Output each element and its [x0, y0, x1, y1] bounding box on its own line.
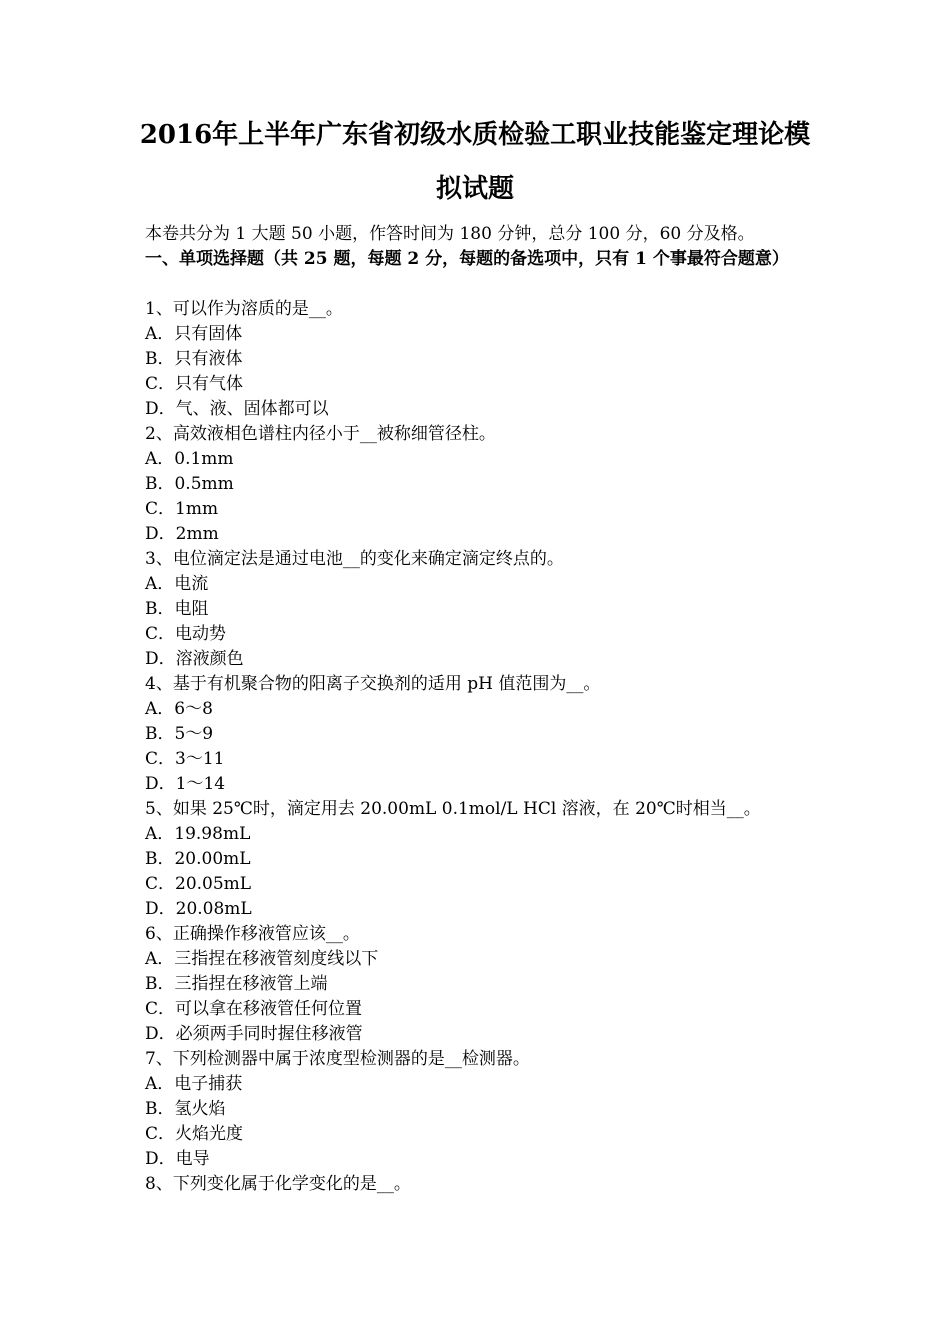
option-a: A．电子捕获	[145, 1074, 243, 1094]
option-b: B．0.5mm	[145, 474, 234, 494]
question-stem: 3、电位滴定法是通过电池__的变化来确定滴定终点的。	[145, 549, 564, 569]
option-d: D．电导	[145, 1149, 210, 1169]
question-stem: 8、下列变化属于化学变化的是__。	[145, 1174, 411, 1194]
question-stem: 5、如果 25℃时，滴定用去 20.00mL 0.1mol/L HCl 溶液，在 20℃时相当__。	[145, 799, 761, 819]
option-d: D．20.08mL	[145, 899, 252, 919]
question-3	[145, 547, 815, 672]
option-b: B．三指捏在移液管上端	[145, 974, 328, 994]
question-stem: 1、可以作为溶质的是__。	[145, 299, 343, 319]
option-a: A．19.98mL	[145, 824, 251, 844]
question-stem: 6、正确操作移液管应该__。	[145, 924, 360, 944]
question-5	[145, 797, 815, 922]
document-title-line-1: 2016年上半年广东省初级水质检验工职业技能鉴定理论模	[139, 120, 811, 150]
exam-intro: 本卷共分为 1 大题 50 小题，作答时间为 180 分钟，总分 100 分，60 分及格。	[145, 224, 755, 244]
option-c: C．3～11	[145, 749, 225, 769]
document-title-line-2: 拟试题	[435, 174, 514, 204]
option-b: B．只有液体	[145, 349, 243, 369]
option-c: C．电动势	[145, 624, 227, 644]
option-d: D．2mm	[145, 524, 219, 544]
document-body	[145, 222, 815, 1197]
question-1	[145, 297, 815, 422]
option-c: C．可以拿在移液管任何位置	[145, 999, 363, 1019]
question-7	[145, 1047, 815, 1172]
option-d: D．1～14	[145, 774, 226, 794]
option-c: C．火焰光度	[145, 1124, 244, 1144]
question-4	[145, 672, 815, 797]
option-d: D．溶液颜色	[145, 649, 244, 669]
question-stem: 7、下列检测器中属于浓度型检测器的是__检测器。	[145, 1049, 530, 1069]
option-c: C．20.05mL	[145, 874, 252, 894]
question-6	[145, 922, 815, 1047]
option-c: C．只有气体	[145, 374, 244, 394]
option-b: B．20.00mL	[145, 849, 251, 869]
option-d: D．气、液、固体都可以	[145, 399, 329, 419]
option-a: A．6～8	[145, 699, 213, 719]
question-stem: 4、基于有机聚合物的阳离子交换剂的适用 pH 值范围为__。	[145, 674, 601, 694]
question-stem: 2、高效液相色谱柱内径小于__被称细管径柱。	[145, 424, 496, 444]
option-b: B．5～9	[145, 724, 214, 744]
option-a: A．三指捏在移液管刻度线以下	[145, 949, 379, 969]
section-heading: 一、单项选择题（共 25 题，每题 2 分，每题的备选项中，只有 1 个事最符合题意）	[145, 249, 789, 269]
option-b: B．氢火焰	[145, 1099, 226, 1119]
question-2	[145, 422, 815, 547]
option-b: B．电阻	[145, 599, 209, 619]
option-a: A．只有固体	[145, 324, 243, 344]
option-c: C．1mm	[145, 499, 219, 519]
option-d: D．必须两手同时握住移液管	[145, 1024, 363, 1044]
option-a: A．0.1mm	[145, 449, 234, 469]
option-a: A．电流	[145, 574, 209, 594]
question-8	[145, 1172, 815, 1197]
